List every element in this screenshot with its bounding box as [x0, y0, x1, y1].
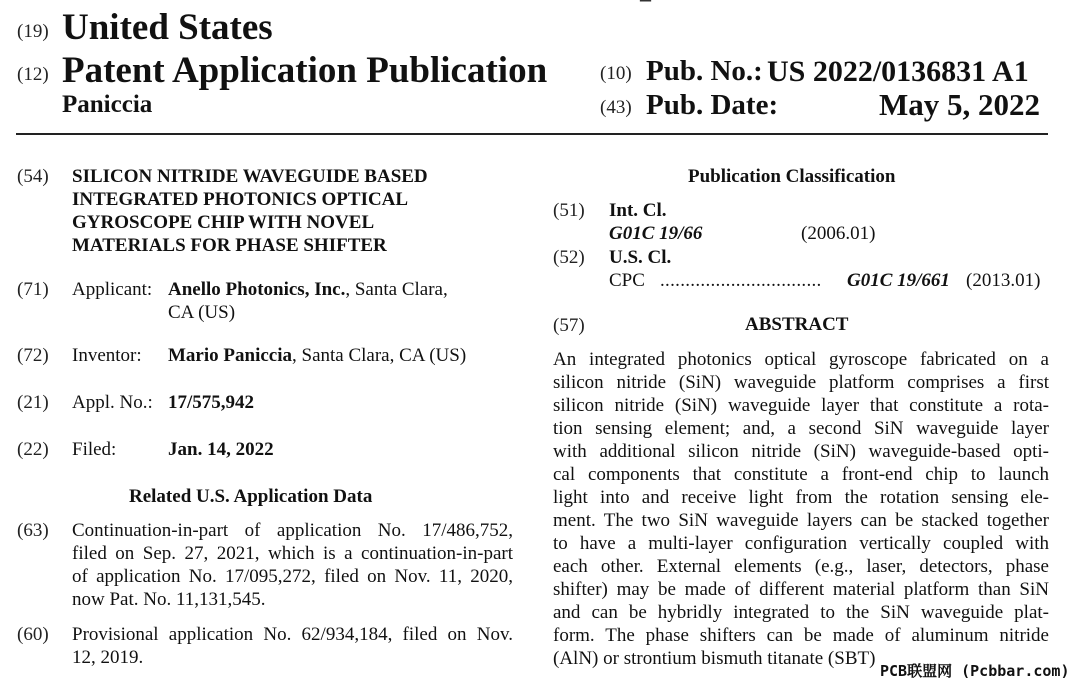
title-line: MATERIALS FOR PHASE SHIFTER [72, 235, 387, 256]
applicant-location-cont: CA (US) [168, 302, 236, 323]
inid-code-54: (54) [17, 166, 49, 187]
abstract-line: (AlN) or strontium bismuth titanate (SBT) [553, 648, 876, 669]
abstract-line: silicon nitride (SiN) waveguide layer that constitute a rota- [553, 395, 1049, 416]
pub-date-label: Pub. Date: [646, 89, 779, 121]
inid-code-10: (10) [600, 63, 632, 84]
applicant-entry [168, 279, 448, 301]
inid-code-63: (63) [17, 520, 49, 541]
int-cl-label: Int. Cl. [609, 200, 667, 221]
publication-type: Patent Application Publication [62, 50, 548, 91]
abstract-line: ment. The two SiN waveguide layers can be stacked together [553, 510, 1049, 531]
classification-heading: Publication Classification [688, 166, 896, 187]
inid-code-19: (19) [17, 21, 49, 42]
abstract-line: silicon nitride (SiN) waveguide platform comprises a first [553, 372, 1049, 393]
inventor-label: Inventor: [72, 345, 142, 366]
int-cl-class: G01C 19/66 [609, 223, 703, 244]
pub-date: May 5, 2022 [879, 87, 1041, 122]
inid-code-57: (57) [553, 315, 585, 336]
inventor-entry [168, 345, 466, 367]
abstract-line: tion sensing element; and, a second SiN waveguide layer [553, 418, 1049, 439]
inid-code-12: (12) [17, 64, 49, 85]
abstract-line: An integrated photonics optical gyroscope fabricated on a [553, 349, 1049, 370]
pub-no: US 2022/0136831 A1 [767, 55, 1029, 88]
abstract-heading: ABSTRACT [745, 314, 849, 335]
provisional-line: 12, 2019. [72, 647, 144, 668]
appl-no: 17/575,942 [168, 392, 255, 413]
inid-code-52: (52) [553, 247, 585, 268]
cpc-class: G01C 19/661 [847, 270, 950, 291]
country-title: United States [62, 7, 273, 48]
inventor-surname: Paniccia [62, 91, 153, 118]
invention-title [72, 165, 428, 257]
abstract-line: form. The phase shifters can be made of aluminum nitride [553, 625, 1049, 646]
filed-label: Filed: [72, 439, 117, 460]
abstract-line: with additional silicon nitride (SiN) waveguide-based opti- [553, 441, 1049, 462]
inid-code-51: (51) [553, 200, 585, 221]
applicant-name: Anello Photonics, Inc. [168, 279, 346, 300]
inid-code-60: (60) [17, 624, 49, 645]
inventor-name: Mario Paniccia [168, 345, 292, 366]
title-line: SILICON NITRIDE WAVEGUIDE BASED [72, 166, 428, 187]
header-divider [16, 133, 1048, 135]
inid-code-22: (22) [17, 439, 49, 460]
cropped-top-text [640, 0, 739, 12]
pub-no-label: Pub. No.: [646, 55, 763, 87]
provisional-line: Provisional application No. 62/934,184, filed on Nov. [72, 624, 513, 645]
inid-code-21: (21) [17, 392, 49, 413]
filed-date: Jan. 14, 2022 [168, 439, 274, 460]
inid-code-72: (72) [17, 345, 49, 366]
cpc-year: (2013.01) [966, 270, 1041, 291]
applicant-label: Applicant: [72, 279, 153, 300]
cpc-label: CPC [609, 270, 645, 291]
abstract-line: cal components that constitute a front-end chip to launch [553, 464, 1049, 485]
cpc-leader-dots: ................................ [660, 270, 822, 291]
related-data-heading: Related U.S. Application Data [129, 486, 373, 507]
title-line: GYROSCOPE CHIP WITH NOVEL [72, 212, 375, 233]
continuation-line: now Pat. No. 11,131,545. [72, 589, 266, 610]
abstract-line: shifter) may be made of different material platform than SiN [553, 579, 1049, 600]
abstract-line: to have a multi-layer configuration vertically coupled with [553, 533, 1049, 554]
us-cl-label: U.S. Cl. [609, 247, 672, 268]
applicant-location: , Santa Clara, [345, 279, 448, 300]
inid-code-71: (71) [17, 279, 49, 300]
continuation-line: Continuation-in-part of application No. 17/486,752, [72, 520, 513, 541]
abstract-line: each other. External elements (e.g., laser, detectors, phase [553, 556, 1049, 577]
watermark: PCB联盟网 (Pcbbar.com) [880, 662, 1070, 680]
inid-code-43: (43) [600, 97, 632, 118]
continuation-line: filed on Sep. 27, 2021, which is a continuation-in-part [72, 543, 513, 564]
abstract-line: and can be hybridly integrated to the SiN waveguide plat- [553, 602, 1049, 623]
inventor-location: , Santa Clara, CA (US) [292, 345, 467, 366]
appl-no-label: Appl. No.: [72, 392, 153, 413]
continuation-line: of application No. 17/095,272, filed on Nov. 11, 2020, [72, 566, 513, 587]
abstract-line: light into and receive light from the rotation sensing ele- [553, 487, 1049, 508]
int-cl-year: (2006.01) [801, 223, 876, 244]
title-line: INTEGRATED PHOTONICS OPTICAL [72, 189, 409, 210]
